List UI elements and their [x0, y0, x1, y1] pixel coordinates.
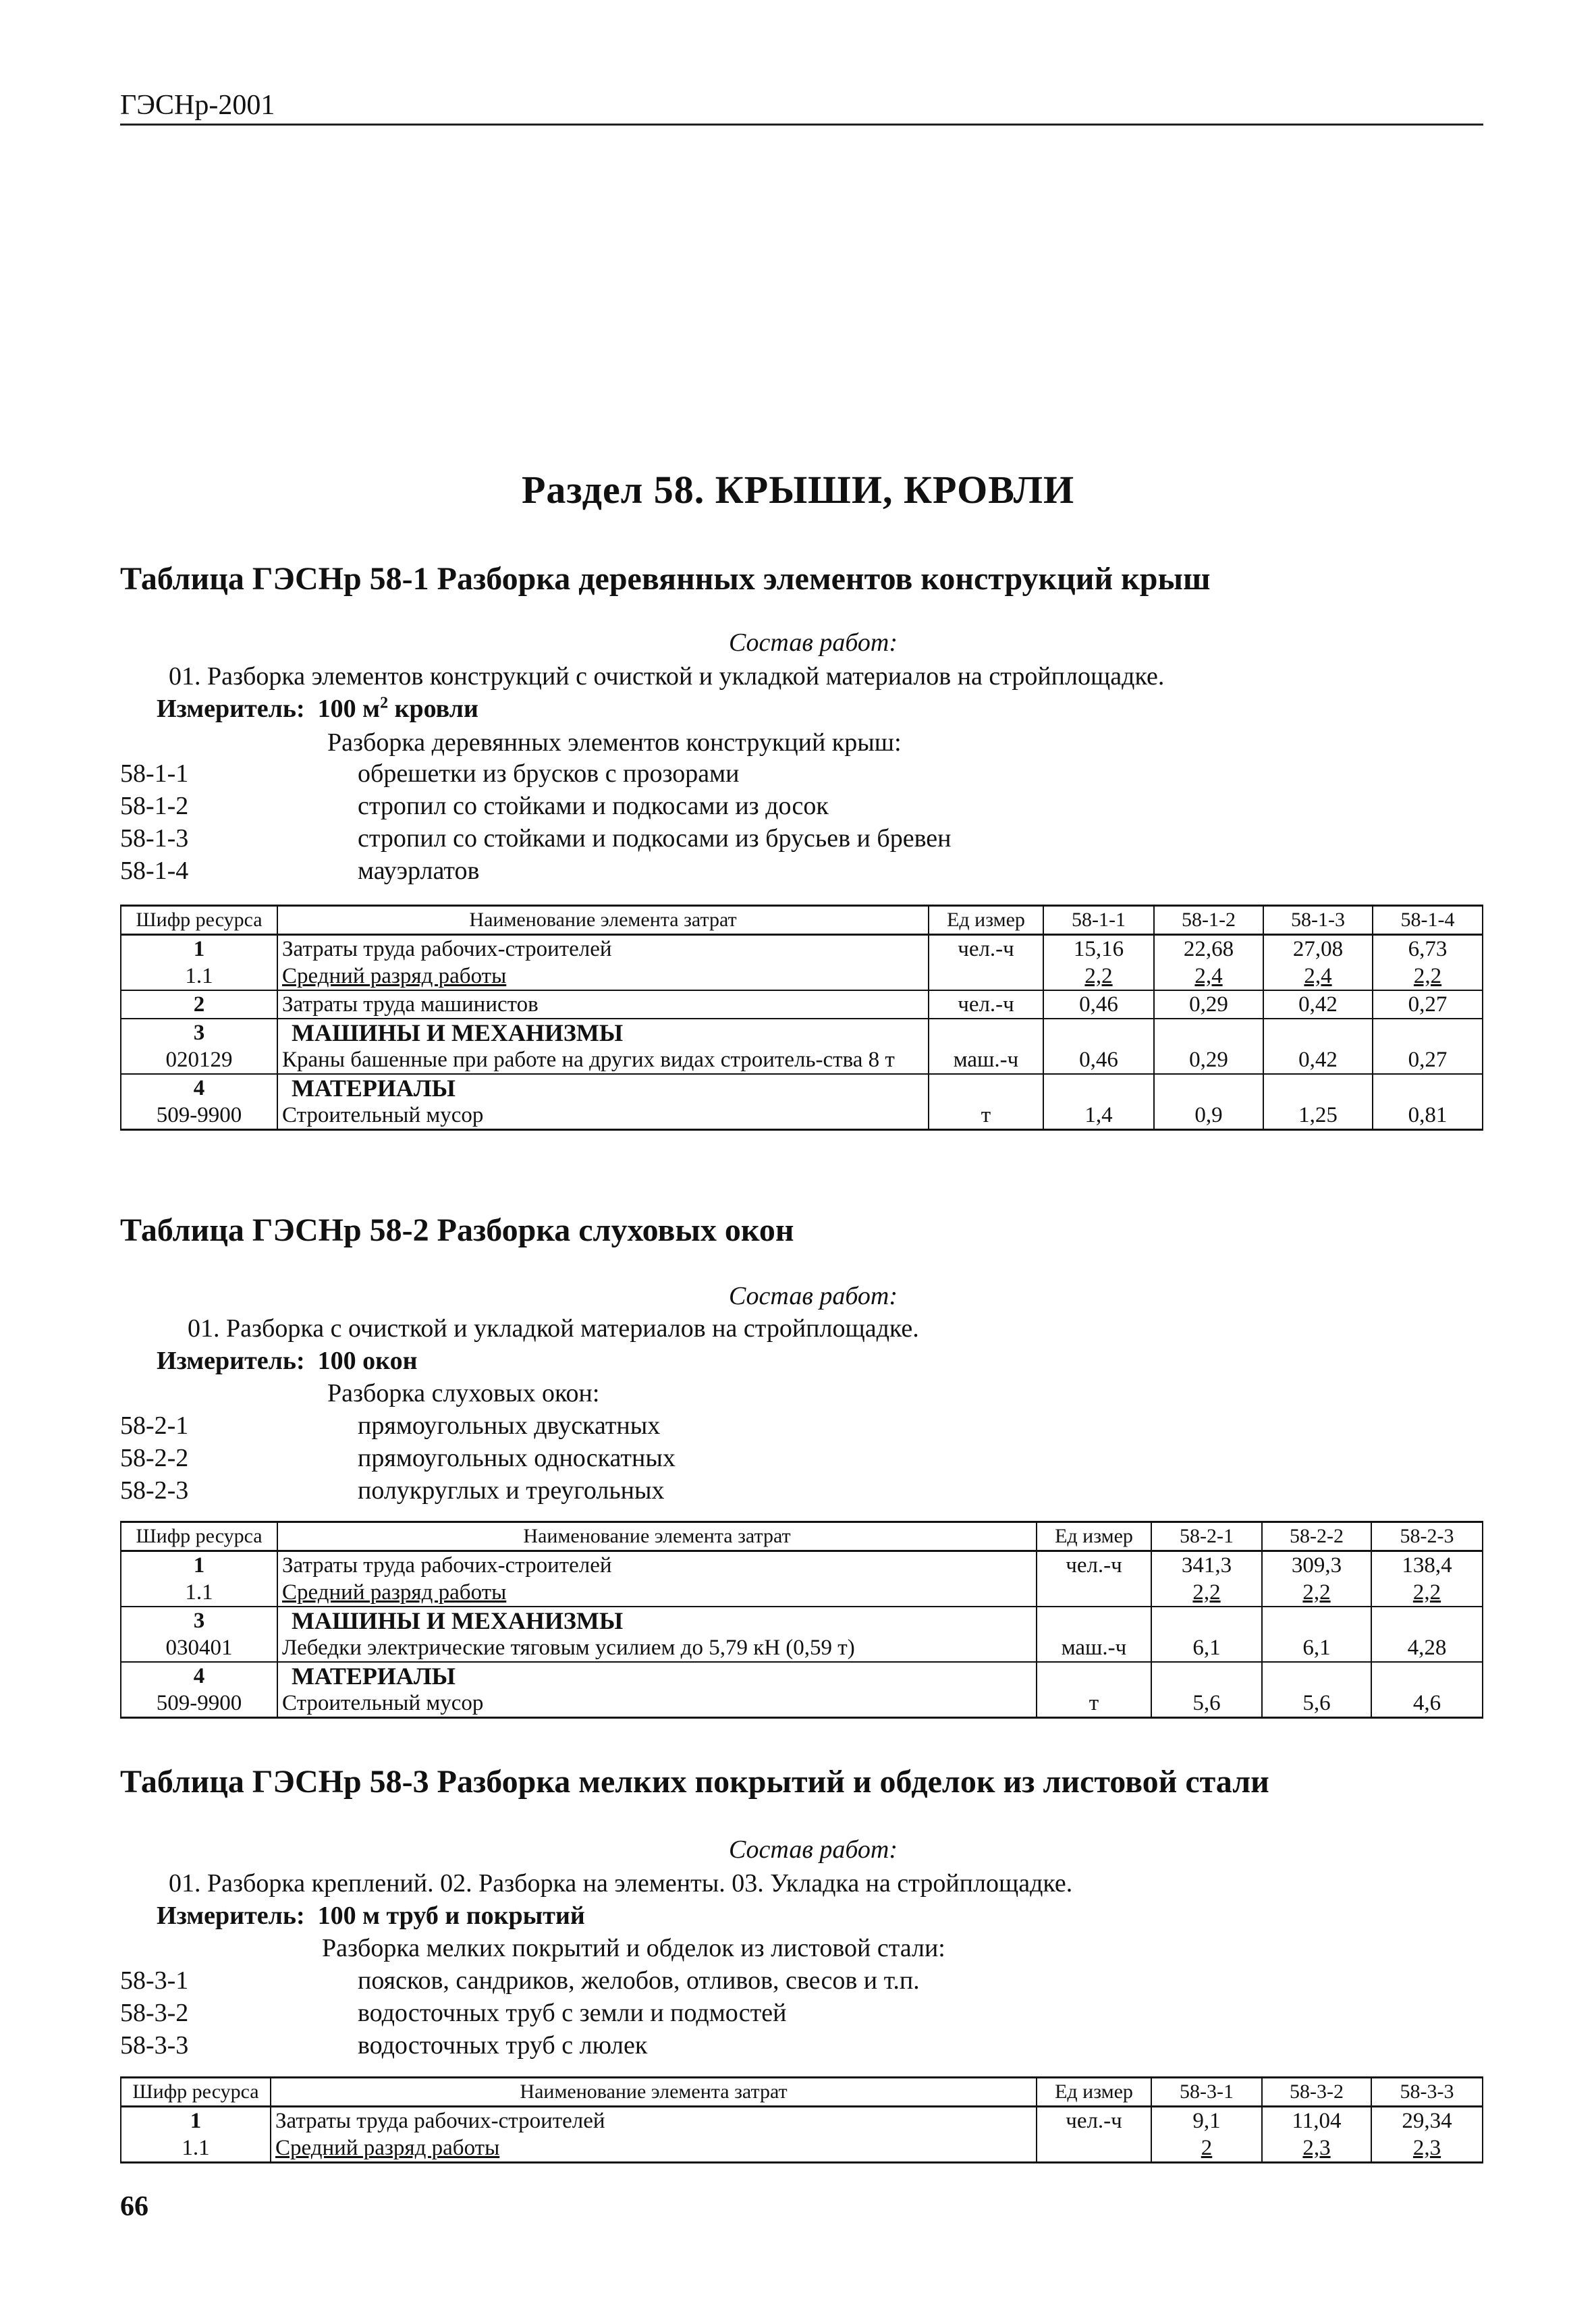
- item-description: водосточных труб с земли и подмостей: [358, 1999, 787, 2027]
- value-cell: 11,04: [1262, 2107, 1371, 2135]
- column-header: Шифр ресурса: [121, 1522, 277, 1551]
- column-header: Наименование элемента затрат: [277, 1522, 1037, 1551]
- resource-code: 1: [121, 935, 277, 963]
- column-header: 58-2-1: [1151, 1522, 1262, 1551]
- value-cell: 1,25: [1263, 1102, 1373, 1130]
- table-58-2-title: Таблица ГЭСНр 58-2 Разборка слуховых окон: [120, 1212, 794, 1248]
- value-cell: 1,4: [1043, 1102, 1154, 1130]
- cost-element: Лебедки электрические тяговым усилием до 5,79 кН (0,59 т): [277, 1634, 1037, 1662]
- value-cell: 0,42: [1263, 990, 1373, 1019]
- cost-element: Затраты труда рабочих-строителей: [271, 2107, 1037, 2135]
- cost-element: Краны башенные при работе на других видах строитель-ства 8 т: [277, 1046, 929, 1074]
- item-description: обрешетки из брусков с прозорами: [358, 759, 740, 788]
- item-code: 58-1-1: [120, 759, 189, 788]
- value-cell: 0,9: [1154, 1102, 1263, 1130]
- resource-code: 3: [121, 1019, 277, 1046]
- cost-element: Средний разряд работы: [277, 963, 929, 990]
- unit: [1037, 1579, 1151, 1607]
- item-description: мауэрлатов: [358, 857, 480, 885]
- section-title: Раздел 58. КРЫШИ, КРОВЛИ: [521, 468, 1075, 512]
- value-cell: 138,4: [1371, 1551, 1483, 1580]
- value-cell: 6,1: [1262, 1634, 1371, 1662]
- measure-label: Измеритель:: [157, 1347, 305, 1375]
- section-label: МАШИНЫ И МЕХАНИЗМЫ: [277, 1019, 929, 1046]
- table-58-1-sostav-label: Состав работ:: [728, 628, 898, 657]
- table-row: [121, 1690, 1483, 1718]
- resource-code: 4: [121, 1074, 277, 1102]
- cost-element: Средний разряд работы: [271, 2134, 1037, 2163]
- table-header-row: [121, 906, 1483, 935]
- value-cell: 2,4: [1263, 963, 1373, 990]
- table-row: [121, 1102, 1483, 1130]
- value-cell: 2,2: [1043, 963, 1154, 990]
- unit: маш.-ч: [929, 1046, 1043, 1074]
- table-58-2-operations: 01. Разборка с очисткой и укладкой материалов на стройплощадке.: [188, 1314, 919, 1343]
- table-row: [121, 2134, 1483, 2163]
- value-cell: 341,3: [1151, 1551, 1262, 1580]
- column-header: 58-3-3: [1371, 2078, 1483, 2107]
- table-58-1-intro: Разборка деревянных элементов конструкций крыш:: [327, 728, 902, 757]
- unit: т: [1037, 1690, 1151, 1718]
- value-cell: 0,27: [1373, 1046, 1483, 1074]
- value-cell: 15,16: [1043, 935, 1154, 963]
- item-code: 58-3-1: [120, 1966, 189, 1995]
- item-code: 58-1-4: [120, 857, 189, 885]
- table-58-2-intro: Разборка слуховых окон:: [327, 1379, 600, 1407]
- table-58-1-operations: 01. Разборка элементов конструкций с очисткой и укладкой материалов на стройплощадке.: [169, 662, 1165, 691]
- table-58-2: [120, 1521, 1483, 1719]
- table-row: [121, 990, 1483, 1019]
- column-header: Шифр ресурса: [121, 2078, 271, 2107]
- value-cell: 0,46: [1043, 1046, 1154, 1074]
- table-section-row: [121, 1019, 1483, 1046]
- table-58-3-sostav-label: Состав работ:: [728, 1835, 898, 1864]
- table-58-3-intro: Разборка мелких покрытий и обделок из листовой стали:: [322, 1934, 945, 1962]
- item-description: водосточных труб с люлек: [358, 2031, 648, 2060]
- table-58-3-operations: 01. Разборка креплений. 02. Разборка на элементы. 03. Укладка на стройплощадке.: [169, 1869, 1073, 1898]
- column-header: Наименование элемента затрат: [277, 906, 929, 935]
- value-cell: 2,2: [1151, 1579, 1262, 1607]
- measure-label: Измеритель:: [157, 695, 305, 723]
- page-number: 66: [120, 2191, 148, 2222]
- table-row: [121, 963, 1483, 990]
- item-code: 58-3-3: [120, 2031, 189, 2060]
- cost-element: Средний разряд работы: [277, 1579, 1037, 1607]
- unit: [1037, 2134, 1151, 2163]
- column-header: 58-1-3: [1263, 906, 1373, 935]
- value-cell: 27,08: [1263, 935, 1373, 963]
- resource-code: 1.1: [121, 963, 277, 990]
- value-cell: 0,27: [1373, 990, 1483, 1019]
- column-header: Наименование элемента затрат: [271, 2078, 1037, 2107]
- item-description: стропил со стойками и подкосами из брусьев и бревен: [358, 824, 952, 853]
- table-header-row: [121, 1522, 1483, 1551]
- resource-code: 020129: [121, 1046, 277, 1074]
- table-section-row: [121, 1074, 1483, 1102]
- value-cell: 309,3: [1262, 1551, 1371, 1580]
- cost-element: Затраты труда рабочих-строителей: [277, 935, 929, 963]
- column-header: 58-2-2: [1262, 1522, 1371, 1551]
- table-row: [121, 1046, 1483, 1074]
- section-label: МАТЕРИАЛЫ: [277, 1074, 929, 1102]
- resource-code: 4: [121, 1662, 277, 1690]
- measure-label: Измеритель:: [157, 1902, 305, 1930]
- table-58-2-measure: [157, 1346, 417, 1376]
- table-58-3-measure: [157, 1901, 585, 1931]
- measure-value: 100 $м^2$ кровли: [317, 694, 478, 723]
- table-section-row: [121, 1662, 1483, 1690]
- value-cell: 6,1: [1151, 1634, 1262, 1662]
- header-rule: [120, 124, 1483, 126]
- table-58-1-title: Таблица ГЭСНр 58-1 Разборка деревянных элементов конструкций крыш: [120, 561, 1211, 597]
- item-code: 58-2-2: [120, 1444, 189, 1472]
- value-cell: 0,29: [1154, 1046, 1263, 1074]
- section-label: МАТЕРИАЛЫ: [277, 1662, 1037, 1690]
- value-cell: 2,3: [1371, 2134, 1483, 2163]
- column-header: Шифр ресурса: [121, 906, 277, 935]
- unit: маш.-ч: [1037, 1634, 1151, 1662]
- value-cell: 2,3: [1262, 2134, 1371, 2163]
- value-cell: 0,81: [1373, 1102, 1483, 1130]
- item-code: 58-2-3: [120, 1476, 189, 1505]
- item-description: прямоугольных двускатных: [358, 1412, 661, 1440]
- cost-element: Затраты труда рабочих-строителей: [277, 1551, 1037, 1580]
- value-cell: 2,4: [1154, 963, 1263, 990]
- unit: [929, 963, 1043, 990]
- table-section-row: [121, 1607, 1483, 1634]
- document-code: ГЭСНр-2001: [120, 90, 275, 121]
- table-58-3: [120, 2076, 1483, 2163]
- table-58-1: [120, 905, 1483, 1131]
- table-row: [121, 935, 1483, 963]
- value-cell: 2,2: [1262, 1579, 1371, 1607]
- item-description: поясков, сандриков, желобов, отливов, свесов и т.п.: [358, 1966, 920, 1995]
- value-cell: 4,28: [1371, 1634, 1483, 1662]
- table-58-2-sostav-label: Состав работ:: [728, 1282, 898, 1310]
- value-cell: 9,1: [1151, 2107, 1262, 2135]
- measure-value: 100 окон: [317, 1347, 418, 1375]
- value-cell: 22,68: [1154, 935, 1263, 963]
- unit: чел.-ч: [929, 935, 1043, 963]
- unit: чел.-ч: [1037, 2107, 1151, 2135]
- value-cell: 2,2: [1371, 1579, 1483, 1607]
- resource-code: 1: [121, 2107, 271, 2135]
- table-header-row: [121, 2078, 1483, 2107]
- table-row: [121, 1551, 1483, 1580]
- item-description: прямоугольных односкатных: [358, 1444, 676, 1472]
- value-cell: 0,42: [1263, 1046, 1373, 1074]
- column-header: Ед измер: [1037, 1522, 1151, 1551]
- unit: чел.-ч: [1037, 1551, 1151, 1580]
- value-cell: 5,6: [1151, 1690, 1262, 1718]
- value-cell: 2: [1151, 2134, 1262, 2163]
- column-header: Ед измер: [929, 906, 1043, 935]
- column-header: 58-3-1: [1151, 2078, 1262, 2107]
- table-row: [121, 2107, 1483, 2135]
- table-58-3-title: Таблица ГЭСНр 58-3 Разборка мелких покрытий и обделок из листовой стали: [120, 1764, 1269, 1800]
- column-header: 58-2-3: [1371, 1522, 1483, 1551]
- section-label: МАШИНЫ И МЕХАНИЗМЫ: [277, 1607, 1037, 1634]
- resource-code: 2: [121, 990, 277, 1019]
- cost-element: Строительный мусор: [277, 1690, 1037, 1718]
- column-header: 58-1-2: [1154, 906, 1263, 935]
- item-code: 58-2-1: [120, 1412, 189, 1440]
- resource-code: 509-9900: [121, 1690, 277, 1718]
- resource-code: 1.1: [121, 2134, 271, 2163]
- cost-element: Затраты труда машинистов: [277, 990, 929, 1019]
- resource-code: 1.1: [121, 1579, 277, 1607]
- value-cell: 0,46: [1043, 990, 1154, 1019]
- table-row: [121, 1579, 1483, 1607]
- column-header: 58-3-2: [1262, 2078, 1371, 2107]
- value-cell: 29,34: [1371, 2107, 1483, 2135]
- item-code: 58-1-2: [120, 792, 189, 820]
- item-description: полукруглых и треугольных: [358, 1476, 665, 1505]
- resource-code: 509-9900: [121, 1102, 277, 1130]
- measure-value: 100 м труб и покрытий: [317, 1902, 585, 1930]
- cost-element: Строительный мусор: [277, 1102, 929, 1130]
- resource-code: 3: [121, 1607, 277, 1634]
- value-cell: 4,6: [1371, 1690, 1483, 1718]
- item-code: 58-3-2: [120, 1999, 189, 2027]
- value-cell: 5,6: [1262, 1690, 1371, 1718]
- column-header: 58-1-4: [1373, 906, 1483, 935]
- resource-code: 030401: [121, 1634, 277, 1662]
- value-cell: 6,73: [1373, 935, 1483, 963]
- resource-code: 1: [121, 1551, 277, 1580]
- unit: чел.-ч: [929, 990, 1043, 1019]
- table-58-1-measure: [157, 694, 478, 724]
- value-cell: 0,29: [1154, 990, 1263, 1019]
- table-row: [121, 1634, 1483, 1662]
- item-description: стропил со стойками и подкосами из досок: [358, 792, 829, 820]
- unit: т: [929, 1102, 1043, 1130]
- item-code: 58-1-3: [120, 824, 189, 853]
- value-cell: 2,2: [1373, 963, 1483, 990]
- column-header: 58-1-1: [1043, 906, 1154, 935]
- column-header: Ед измер: [1037, 2078, 1151, 2107]
